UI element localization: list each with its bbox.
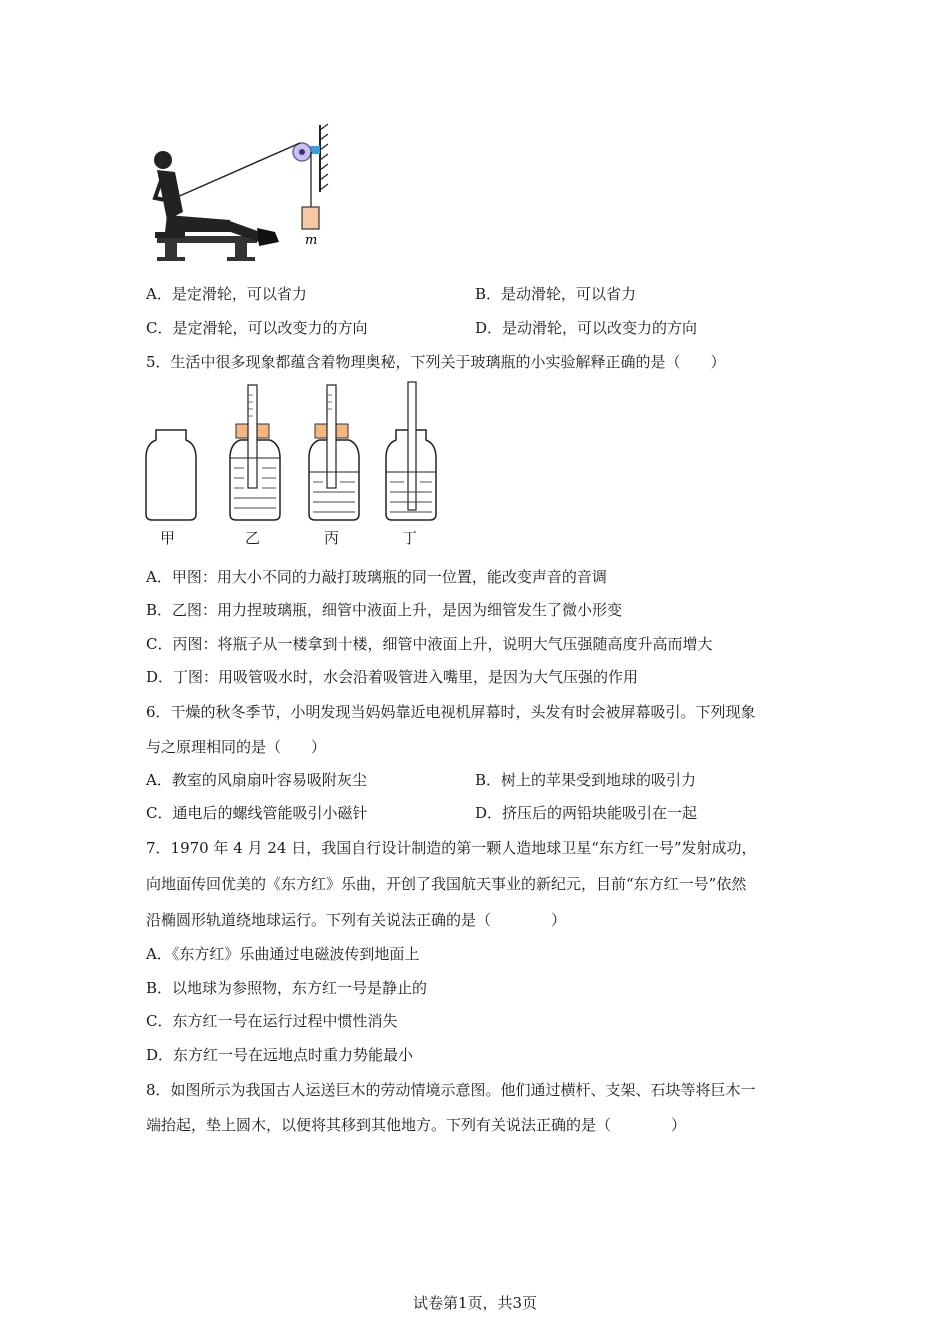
q5-stem: 5．生活中很多现象都蕴含着物理奥秘，下列关于玻璃瓶的小实验解释正确的是（ ） — [146, 353, 726, 371]
q5-option-d: D．丁图：用吸管吸水时，水会沿着吸管进入嘴里，是因为大气压强的作用 — [146, 668, 639, 686]
rowing-pulley-figure — [135, 120, 340, 265]
q7-option-a: A．《东方红》乐曲通过电磁波传到地面上 — [146, 945, 420, 963]
q5-option-b: B．乙图：用力捏玻璃瓶，细管中液面上升，是因为细管发生了微小形变 — [146, 601, 623, 619]
q6-option-c: C．通电后的螺线管能吸引小磁针 — [146, 804, 368, 822]
q6-stem-line1: 6．干燥的秋冬季节，小明发现当妈妈靠近电视机屏幕时，头发有时会被屏幕吸引。下列现象 — [146, 703, 756, 721]
q7-option-c: C．东方红一号在运行过程中惯性消失 — [146, 1012, 398, 1030]
q7-stem-line2: 向地面传回优美的《东方红》乐曲，开创了我国航天事业的新纪元，目前“东方红一号”依然 — [146, 875, 747, 893]
q6-option-d: D．挤压后的两铅块能吸引在一起 — [475, 804, 698, 822]
page-footer: 试卷第1页，共3页 — [412, 1294, 538, 1312]
caption-bing: 丙 — [324, 529, 340, 547]
q7-stem-line1: 7．1970 年 4 月 24 日，我国自行设计制造的第一颗人造地球卫星“东方红一号”发射成功， — [146, 839, 757, 857]
caption-jia: 甲 — [160, 529, 176, 547]
q6-option-b: B．树上的苹果受到地球的吸引力 — [475, 771, 697, 789]
q7-stem-line3: 沿椭圆形轨道绕地球运行。下列有关说法正确的是（ ） — [146, 911, 567, 929]
q6-option-a: A．教室的风扇扇叶容易吸附灰尘 — [146, 771, 367, 789]
caption-yi: 乙 — [245, 529, 261, 547]
mass-label: m — [305, 233, 318, 248]
q5-option-a: A．甲图：用大小不同的力敲打玻璃瓶的同一位置，能改变声音的音调 — [146, 568, 607, 586]
caption-ding: 丁 — [402, 529, 418, 547]
q6-stem-line2: 与之原理相同的是（ ） — [146, 738, 327, 756]
q4-option-c: C．是定滑轮，可以改变力的方向 — [146, 319, 368, 337]
q7-option-d: D．东方红一号在远地点时重力势能最小 — [146, 1046, 414, 1064]
bottles-figure — [140, 380, 450, 525]
q4-option-a: A．是定滑轮，可以省力 — [146, 285, 307, 303]
q5-option-c: C．丙图：将瓶子从一楼拿到十楼，细管中液面上升，说明大气压强随高度升高而增大 — [146, 635, 713, 653]
q4-option-b: B．是动滑轮，可以省力 — [475, 285, 637, 303]
q8-stem-line2: 端抬起，垫上圆木，以便将其移到其他地方。下列有关说法正确的是（ ） — [146, 1116, 687, 1134]
q8-stem-line1: 8．如图所示为我国古人运送巨木的劳动情境示意图。他们通过横杆、支架、石块等将巨木一 — [146, 1081, 756, 1099]
q7-option-b: B．以地球为参照物，东方红一号是静止的 — [146, 979, 428, 997]
q4-option-d: D．是动滑轮，可以改变力的方向 — [475, 319, 698, 337]
mass-block — [302, 207, 319, 229]
